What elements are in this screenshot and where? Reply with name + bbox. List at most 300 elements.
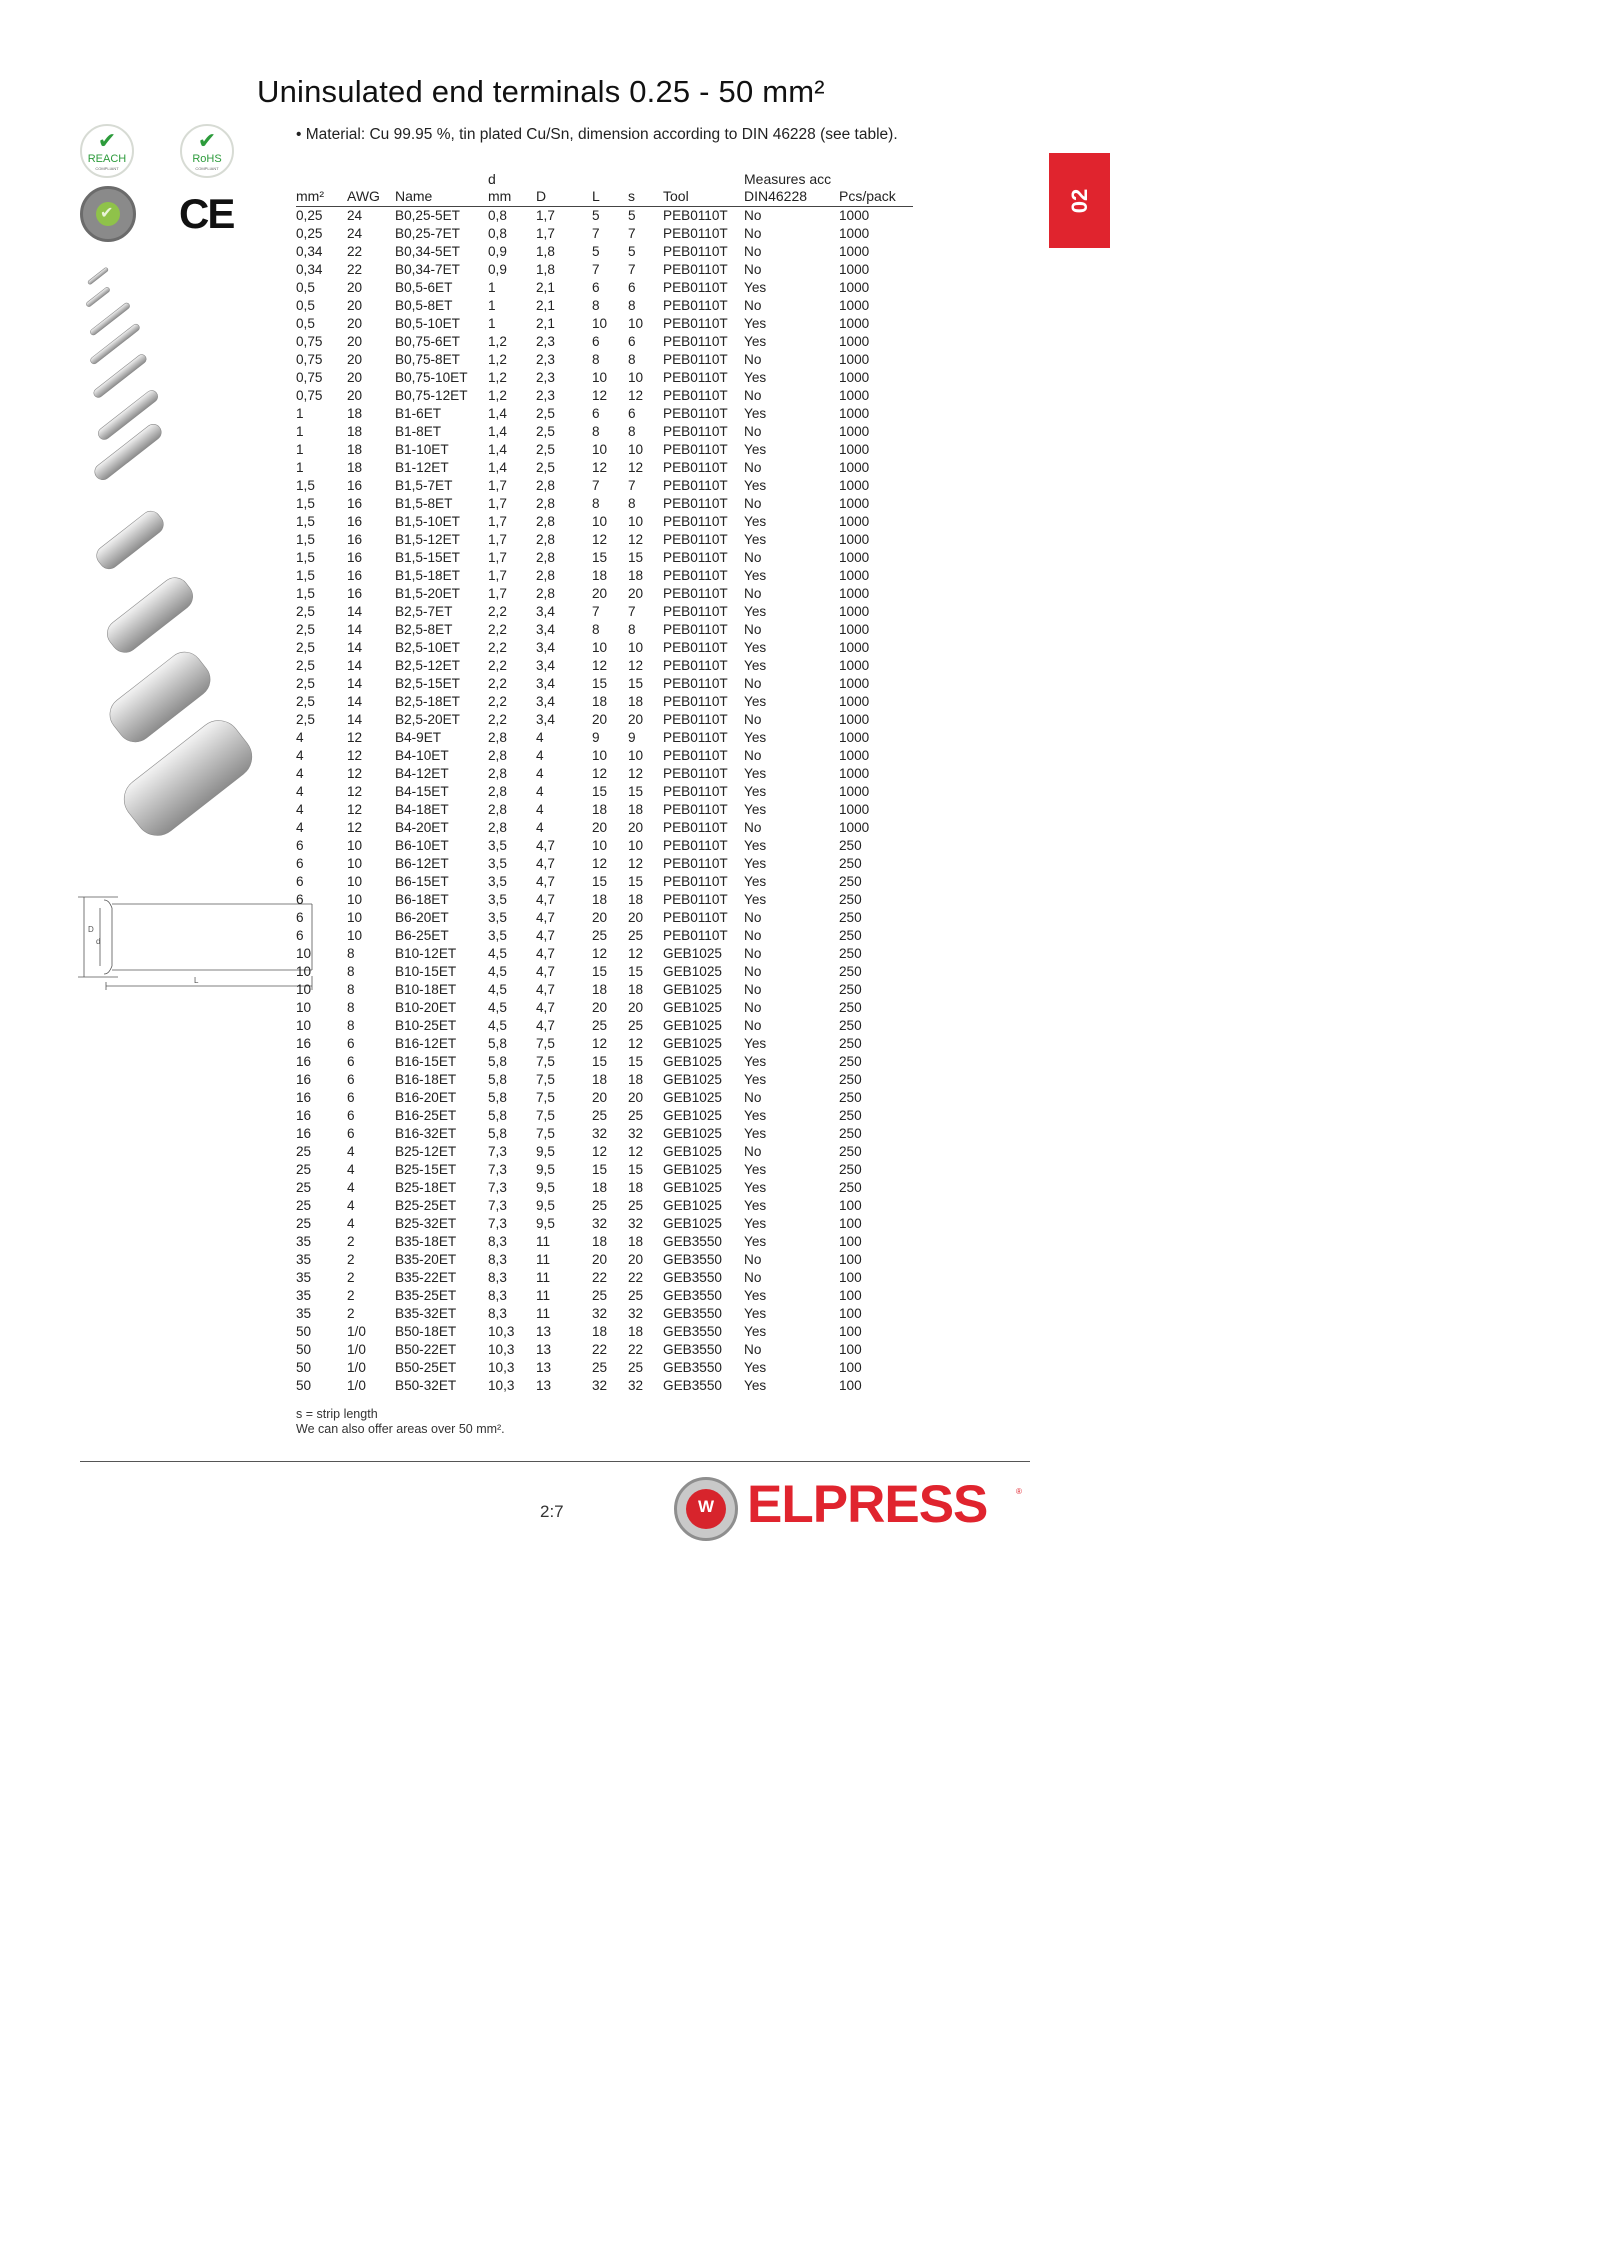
cell-tool: PEB0110T [663, 622, 728, 637]
cell-awg: 12 [347, 820, 363, 835]
cell-inner-diameter: 1,2 [488, 334, 507, 349]
cell-area: 0,5 [296, 280, 315, 295]
cell-name: B2,5-8ET [395, 622, 453, 637]
cell-awg: 18 [347, 442, 363, 457]
cell-strip-length: 7 [628, 478, 636, 493]
cell-length: 15 [592, 964, 608, 979]
cell-measures: Yes [744, 514, 767, 529]
cell-name: B35-18ET [395, 1234, 457, 1249]
cell-awg: 10 [347, 856, 363, 871]
cell-strip-length: 20 [628, 1000, 644, 1015]
cell-measures: No [744, 820, 762, 835]
cell-inner-diameter: 2,8 [488, 784, 507, 799]
cell-tool: PEB0110T [663, 856, 728, 871]
cell-pcs-pack: 1000 [839, 388, 870, 403]
table-row [296, 1377, 913, 1395]
cell-measures: No [744, 982, 762, 997]
cell-name: B1,5-18ET [395, 568, 460, 583]
cell-measures: No [744, 424, 762, 439]
cell-outer-diameter: 3,4 [536, 622, 555, 637]
cell-length: 18 [592, 802, 608, 817]
cell-awg: 20 [347, 280, 363, 295]
cell-length: 20 [592, 1252, 608, 1267]
cell-inner-diameter: 10,3 [488, 1324, 515, 1339]
cell-outer-diameter: 11 [536, 1288, 551, 1303]
cell-pcs-pack: 100 [839, 1360, 862, 1375]
cell-pcs-pack: 100 [839, 1324, 862, 1339]
cell-awg: 6 [347, 1036, 355, 1051]
table-row [296, 1287, 913, 1305]
cell-pcs-pack: 250 [839, 892, 862, 907]
cell-measures: Yes [744, 1162, 767, 1177]
cell-area: 1 [296, 442, 304, 457]
cell-inner-diameter: 4,5 [488, 982, 507, 997]
cell-strip-length: 9 [628, 730, 636, 745]
cell-length: 20 [592, 712, 608, 727]
cell-area: 10 [296, 964, 312, 979]
table-row [296, 891, 913, 909]
cell-length: 12 [592, 460, 608, 475]
cell-name: B2,5-12ET [395, 658, 460, 673]
cell-outer-diameter: 4,7 [536, 946, 555, 961]
cell-tool: PEB0110T [663, 694, 728, 709]
cell-outer-diameter: 7,5 [536, 1072, 555, 1087]
table-row [296, 297, 913, 315]
cell-outer-diameter: 2,8 [536, 532, 555, 547]
cell-strip-length: 12 [628, 1144, 644, 1159]
cell-outer-diameter: 2,8 [536, 514, 555, 529]
cell-tool: PEB0110T [663, 478, 728, 493]
table-row [296, 261, 913, 279]
cell-area: 6 [296, 874, 304, 889]
cell-area: 2,5 [296, 694, 315, 709]
cell-strip-length: 10 [628, 838, 644, 853]
cell-awg: 16 [347, 586, 363, 601]
cell-strip-length: 10 [628, 640, 644, 655]
cell-outer-diameter: 4,7 [536, 892, 555, 907]
cell-name: B0,5-8ET [395, 298, 453, 313]
cell-tool: PEB0110T [663, 712, 728, 727]
cell-name: B16-12ET [395, 1036, 457, 1051]
col-header-d-bottom: mm [488, 188, 512, 204]
cell-outer-diameter: 2,8 [536, 568, 555, 583]
cell-tool: GEB3550 [663, 1252, 722, 1267]
cell-tool: GEB1025 [663, 1090, 722, 1105]
cell-area: 10 [296, 946, 312, 961]
cell-name: B16-20ET [395, 1090, 457, 1105]
cell-strip-length: 22 [628, 1342, 644, 1357]
table-row [296, 999, 913, 1017]
cell-pcs-pack: 1000 [839, 280, 870, 295]
col-header-area: mm² [296, 171, 347, 207]
cell-strip-length: 7 [628, 604, 636, 619]
table-row [296, 351, 913, 369]
reach-label: REACH [87, 153, 127, 165]
cell-pcs-pack: 1000 [839, 658, 870, 673]
table-row [296, 441, 913, 459]
cell-inner-diameter: 8,3 [488, 1288, 507, 1303]
cell-tool: GEB1025 [663, 1198, 722, 1213]
cell-tool: PEB0110T [663, 226, 728, 241]
cell-length: 12 [592, 1036, 608, 1051]
cell-awg: 1/0 [347, 1342, 366, 1357]
cell-tool: PEB0110T [663, 820, 728, 835]
cell-outer-diameter: 3,4 [536, 604, 555, 619]
cell-tool: GEB3550 [663, 1378, 722, 1393]
col-header-strip-length: s [628, 171, 663, 207]
cell-strip-length: 12 [628, 532, 644, 547]
cell-name: B50-22ET [395, 1342, 457, 1357]
cell-tool: PEB0110T [663, 280, 728, 295]
cell-tool: PEB0110T [663, 604, 728, 619]
cell-area: 4 [296, 748, 304, 763]
cell-strip-length: 18 [628, 892, 644, 907]
cell-area: 1,5 [296, 532, 315, 547]
cell-name: B1,5-7ET [395, 478, 453, 493]
cell-pcs-pack: 1000 [839, 406, 870, 421]
length-label: L [194, 976, 199, 985]
cell-measures: No [744, 352, 762, 367]
cell-strip-length: 15 [628, 874, 644, 889]
cell-name: B1-12ET [395, 460, 449, 475]
cell-awg: 4 [347, 1198, 355, 1213]
cell-measures: Yes [744, 370, 767, 385]
cell-area: 25 [296, 1180, 312, 1195]
cell-measures: No [744, 550, 762, 565]
cell-pcs-pack: 1000 [839, 694, 870, 709]
cell-name: B10-18ET [395, 982, 457, 997]
cell-name: B0,75-6ET [395, 334, 460, 349]
cell-pcs-pack: 1000 [839, 712, 870, 727]
cell-inner-diameter: 1,4 [488, 442, 507, 457]
cell-inner-diameter: 1 [488, 316, 496, 331]
cell-inner-diameter: 1,7 [488, 478, 507, 493]
cell-awg: 16 [347, 496, 363, 511]
cell-outer-diameter: 11 [536, 1306, 551, 1321]
cell-tool: PEB0110T [663, 424, 728, 439]
cell-area: 4 [296, 820, 304, 835]
checkmark-icon: ✔ [197, 128, 217, 153]
cell-inner-diameter: 10,3 [488, 1378, 515, 1393]
cell-tool: GEB1025 [663, 1108, 722, 1123]
cell-measures: Yes [744, 1036, 767, 1051]
cell-inner-diameter: 0,8 [488, 208, 507, 223]
cell-name: B0,5-10ET [395, 316, 460, 331]
cell-strip-length: 18 [628, 982, 644, 997]
cell-length: 12 [592, 766, 608, 781]
cell-name: B50-18ET [395, 1324, 457, 1339]
cell-area: 0,34 [296, 244, 323, 259]
cell-area: 2,5 [296, 676, 315, 691]
cell-measures: Yes [744, 874, 767, 889]
cell-name: B10-12ET [395, 946, 457, 961]
cell-tool: PEB0110T [663, 568, 728, 583]
cell-pcs-pack: 1000 [839, 802, 870, 817]
cell-strip-length: 20 [628, 1252, 644, 1267]
cell-area: 2,5 [296, 658, 315, 673]
cell-length: 32 [592, 1306, 608, 1321]
cell-area: 0,75 [296, 370, 323, 385]
cell-awg: 6 [347, 1108, 355, 1123]
cell-tool: GEB1025 [663, 1216, 722, 1231]
cell-area: 1,5 [296, 478, 315, 493]
cell-inner-diameter: 7,3 [488, 1180, 507, 1195]
cell-outer-diameter: 2,8 [536, 550, 555, 565]
cell-name: B35-32ET [395, 1306, 457, 1321]
cell-length: 15 [592, 676, 608, 691]
cell-pcs-pack: 1000 [839, 550, 870, 565]
cell-inner-diameter: 2,2 [488, 712, 507, 727]
cell-outer-diameter: 4,7 [536, 856, 555, 871]
cell-measures: No [744, 712, 762, 727]
cell-tool: PEB0110T [663, 406, 728, 421]
cell-awg: 14 [347, 658, 363, 673]
cell-tool: PEB0110T [663, 532, 728, 547]
cell-strip-length: 32 [628, 1378, 644, 1393]
cell-tool: GEB3550 [663, 1342, 722, 1357]
cell-length: 5 [592, 244, 600, 259]
cell-measures: No [744, 1090, 762, 1105]
cell-measures: Yes [744, 892, 767, 907]
cell-awg: 10 [347, 910, 363, 925]
cell-area: 2,5 [296, 622, 315, 637]
table-row [296, 819, 913, 837]
cell-length: 22 [592, 1270, 608, 1285]
cell-length: 12 [592, 388, 608, 403]
cell-inner-diameter: 4,5 [488, 964, 507, 979]
checkmark-icon: ✔ [97, 128, 117, 153]
elpress-emblem-icon: W [674, 1477, 738, 1541]
cell-inner-diameter: 3,5 [488, 910, 507, 925]
cell-pcs-pack: 100 [839, 1270, 862, 1285]
cell-outer-diameter: 9,5 [536, 1144, 555, 1159]
cell-awg: 8 [347, 1018, 355, 1033]
cell-area: 16 [296, 1090, 312, 1105]
cell-area: 4 [296, 802, 304, 817]
cell-outer-diameter: 1,8 [536, 244, 555, 259]
table-row [296, 1269, 913, 1287]
col-header-d-top: d [488, 171, 496, 187]
cell-pcs-pack: 250 [839, 838, 862, 853]
cell-tool: GEB1025 [663, 1018, 722, 1033]
cell-pcs-pack: 1000 [839, 640, 870, 655]
cell-area: 1 [296, 424, 304, 439]
cell-name: B25-12ET [395, 1144, 457, 1159]
cell-strip-length: 25 [628, 1288, 644, 1303]
spec-table [296, 171, 913, 1395]
cell-tool: PEB0110T [663, 892, 728, 907]
cell-pcs-pack: 250 [839, 1090, 862, 1105]
cell-length: 20 [592, 1000, 608, 1015]
cell-awg: 8 [347, 982, 355, 997]
rohs-sublabel: COMPLIANT [195, 166, 219, 171]
cell-name: B6-10ET [395, 838, 449, 853]
cell-measures: No [744, 388, 762, 403]
cell-pcs-pack: 1000 [839, 478, 870, 493]
table-row [296, 549, 913, 567]
cell-outer-diameter: 13 [536, 1324, 552, 1339]
cell-strip-length: 20 [628, 1090, 644, 1105]
cell-area: 6 [296, 928, 304, 943]
cell-pcs-pack: 1000 [839, 316, 870, 331]
cell-tool: PEB0110T [663, 496, 728, 511]
cell-pcs-pack: 250 [839, 1072, 862, 1087]
cell-area: 1 [296, 406, 304, 421]
cell-outer-diameter: 7,5 [536, 1126, 555, 1141]
cell-awg: 8 [347, 1000, 355, 1015]
cell-outer-diameter: 9,5 [536, 1180, 555, 1195]
cell-strip-length: 32 [628, 1216, 644, 1231]
cell-inner-diameter: 1,7 [488, 514, 507, 529]
cell-pcs-pack: 1000 [839, 496, 870, 511]
cell-pcs-pack: 1000 [839, 226, 870, 241]
cell-measures: Yes [744, 838, 767, 853]
cell-inner-diameter: 5,8 [488, 1054, 507, 1069]
cell-pcs-pack: 250 [839, 982, 862, 997]
table-row [296, 981, 913, 999]
cell-outer-diameter: 2,5 [536, 460, 555, 475]
certification-seal-icon: ✔ [80, 186, 136, 242]
table-row [296, 387, 913, 405]
cell-name: B1-8ET [395, 424, 442, 439]
cell-strip-length: 18 [628, 1180, 644, 1195]
cell-outer-diameter: 9,5 [536, 1162, 555, 1177]
cell-area: 35 [296, 1252, 312, 1267]
cell-measures: Yes [744, 316, 767, 331]
reach-badge-icon [80, 124, 134, 178]
cell-awg: 16 [347, 550, 363, 565]
cell-tool: GEB1025 [663, 964, 722, 979]
cell-inner-diameter: 2,8 [488, 802, 507, 817]
cell-name: B16-32ET [395, 1126, 457, 1141]
cell-outer-diameter: 2,5 [536, 406, 555, 421]
cell-outer-diameter: 11 [536, 1234, 551, 1249]
cell-inner-diameter: 8,3 [488, 1234, 507, 1249]
cell-name: B35-25ET [395, 1288, 457, 1303]
cell-inner-diameter: 0,9 [488, 244, 507, 259]
cell-area: 4 [296, 766, 304, 781]
cell-measures: Yes [744, 856, 767, 871]
cell-pcs-pack: 1000 [839, 298, 870, 313]
cell-pcs-pack: 1000 [839, 334, 870, 349]
cell-name: B35-20ET [395, 1252, 457, 1267]
cell-pcs-pack: 250 [839, 1126, 862, 1141]
ferrules-product-image [70, 262, 280, 862]
cell-pcs-pack: 1000 [839, 352, 870, 367]
cell-name: B4-9ET [395, 730, 442, 745]
cell-name: B2,5-20ET [395, 712, 460, 727]
cell-outer-diameter: 4 [536, 784, 544, 799]
cell-awg: 20 [347, 316, 363, 331]
cell-area: 2,5 [296, 604, 315, 619]
cell-area: 1,5 [296, 496, 315, 511]
table-row [296, 225, 913, 243]
cell-area: 6 [296, 838, 304, 853]
cell-strip-length: 20 [628, 820, 644, 835]
cell-length: 18 [592, 982, 608, 997]
cell-length: 32 [592, 1378, 608, 1393]
cell-area: 6 [296, 892, 304, 907]
cell-awg: 1/0 [347, 1360, 366, 1375]
cell-pcs-pack: 250 [839, 910, 862, 925]
cell-inner-diameter: 7,3 [488, 1216, 507, 1231]
cell-inner-diameter: 0,8 [488, 226, 507, 241]
table-row [296, 1215, 913, 1233]
cell-area: 50 [296, 1378, 312, 1393]
cell-measures: No [744, 226, 762, 241]
cell-awg: 14 [347, 676, 363, 691]
cell-area: 16 [296, 1108, 312, 1123]
table-row [296, 657, 913, 675]
cell-strip-length: 22 [628, 1270, 644, 1285]
cell-awg: 20 [347, 298, 363, 313]
cell-strip-length: 6 [628, 280, 636, 295]
table-row [296, 1071, 913, 1089]
cell-strip-length: 15 [628, 1162, 644, 1177]
cell-measures: No [744, 496, 762, 511]
cell-outer-diameter: 2,3 [536, 388, 555, 403]
cell-name: B2,5-18ET [395, 694, 460, 709]
cell-tool: GEB1025 [663, 1180, 722, 1195]
cell-outer-diameter: 4 [536, 730, 544, 745]
cell-strip-length: 18 [628, 1072, 644, 1087]
cell-area: 35 [296, 1270, 312, 1285]
cell-area: 35 [296, 1234, 312, 1249]
cell-outer-diameter: 13 [536, 1360, 552, 1375]
diameter-outer-label: D [88, 925, 94, 934]
cell-awg: 8 [347, 946, 355, 961]
cell-inner-diameter: 4,5 [488, 946, 507, 961]
cell-length: 18 [592, 1072, 608, 1087]
cell-outer-diameter: 2,1 [536, 280, 555, 295]
cell-outer-diameter: 4 [536, 802, 544, 817]
table-row [296, 1359, 913, 1377]
cell-measures: Yes [744, 784, 767, 799]
cell-name: B25-15ET [395, 1162, 457, 1177]
cell-measures: Yes [744, 1180, 767, 1195]
cell-area: 0,75 [296, 352, 323, 367]
cell-outer-diameter: 4,7 [536, 928, 555, 943]
table-row [296, 1035, 913, 1053]
cell-area: 10 [296, 1000, 312, 1015]
cell-tool: PEB0110T [663, 802, 728, 817]
cell-outer-diameter: 4,7 [536, 910, 555, 925]
cell-inner-diameter: 2,2 [488, 694, 507, 709]
cell-measures: Yes [744, 280, 767, 295]
cell-inner-diameter: 5,8 [488, 1090, 507, 1105]
cell-strip-length: 8 [628, 622, 636, 637]
table-row [296, 945, 913, 963]
cell-pcs-pack: 1000 [839, 730, 870, 745]
cell-inner-diameter: 3,5 [488, 838, 507, 853]
cell-tool: PEB0110T [663, 298, 728, 313]
cell-length: 12 [592, 946, 608, 961]
cell-tool: GEB3550 [663, 1306, 722, 1321]
cell-inner-diameter: 2,8 [488, 730, 507, 745]
rohs-badge-icon [180, 124, 234, 178]
table-row [296, 495, 913, 513]
cell-outer-diameter: 2,1 [536, 298, 555, 313]
cell-inner-diameter: 3,5 [488, 874, 507, 889]
col-header-measures [744, 171, 839, 207]
cell-pcs-pack: 1000 [839, 532, 870, 547]
cell-awg: 18 [347, 406, 363, 421]
cell-length: 10 [592, 316, 608, 331]
cell-length: 15 [592, 784, 608, 799]
cell-length: 5 [592, 208, 600, 223]
cell-awg: 6 [347, 1054, 355, 1069]
cell-area: 6 [296, 910, 304, 925]
